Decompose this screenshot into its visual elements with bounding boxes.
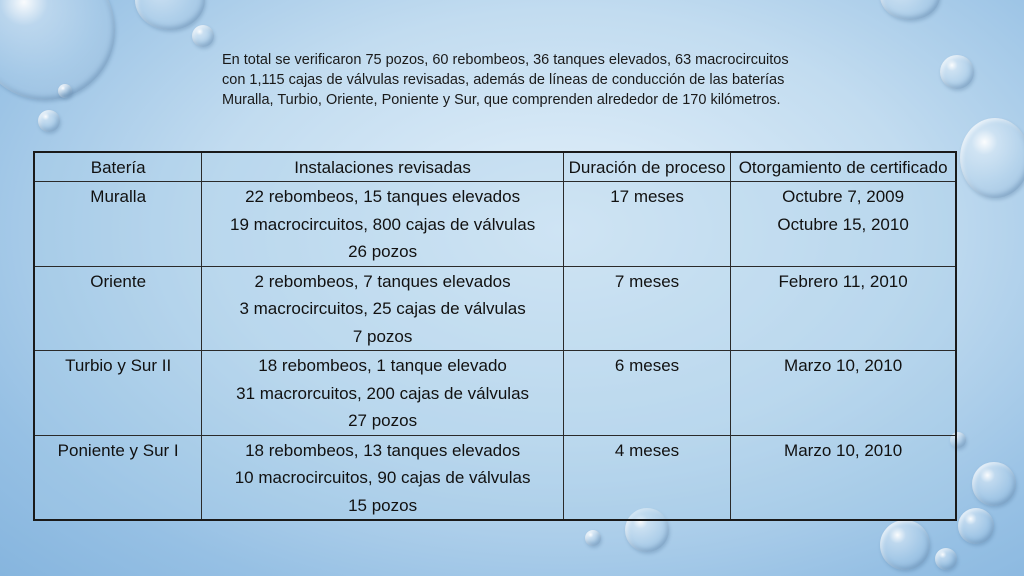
header-duracion: Duración de proceso <box>563 152 730 182</box>
header-instalaciones: Instalaciones revisadas <box>202 152 564 182</box>
certificado-line: Marzo 10, 2010 <box>784 356 903 375</box>
cell-bateria: Muralla <box>34 182 202 267</box>
intro-paragraph <box>222 50 922 110</box>
water-bubble <box>935 548 957 570</box>
cell-bateria: Oriente <box>34 266 202 351</box>
instalacion-line: 18 rebombeos, 13 tanques elevados <box>245 440 521 460</box>
intro-line: Muralla, Turbio, Oriente, Poniente y Sur, que comprenden alrededor de 170 kilómetros. <box>222 92 781 108</box>
instalacion-line: 27 pozos <box>348 411 418 430</box>
certificado-line: Octubre 15, 2010 <box>777 214 909 234</box>
instalacion-line: 15 pozos <box>348 495 418 515</box>
water-bubble <box>0 0 115 100</box>
cell-duracion: 4 meses <box>563 435 730 520</box>
cell-duracion: 6 meses <box>563 351 730 436</box>
instalacion-line: 2 rebombeos, 7 tanques elevados <box>254 271 511 291</box>
cell-certificado <box>731 266 956 351</box>
table-row <box>34 266 956 351</box>
instalacion-line: 18 rebombeos, 1 tanque elevado <box>258 356 507 375</box>
intro-line: En total se verificaron 75 pozos, 60 rebombeos, 36 tanques elevados, 63 macrocircuitos <box>222 52 789 68</box>
table-row <box>34 182 956 267</box>
cell-instalaciones <box>202 182 564 267</box>
water-bubble <box>38 110 60 132</box>
water-bubble <box>58 84 72 98</box>
water-bubble <box>960 118 1024 198</box>
table-row <box>34 435 956 520</box>
certification-table <box>33 151 957 521</box>
water-bubble <box>972 462 1016 506</box>
cell-duracion: 17 meses <box>563 182 730 267</box>
instalacion-line: 22 rebombeos, 15 tanques elevados <box>245 187 521 206</box>
water-bubble <box>880 520 930 570</box>
table-row <box>34 351 956 436</box>
instalacion-line: 7 pozos <box>352 326 413 346</box>
water-bubble <box>958 508 994 544</box>
instalacion-line: 26 pozos <box>348 242 418 261</box>
water-bubble <box>192 25 214 47</box>
certificado-line: Marzo 10, 2010 <box>784 440 903 460</box>
cell-instalaciones <box>202 266 564 351</box>
cell-certificado <box>731 182 956 267</box>
water-bubble <box>585 530 601 546</box>
water-bubble <box>880 0 940 20</box>
cell-bateria: Turbio y Sur II <box>34 351 202 436</box>
instalacion-line: 31 macrorcuitos, 200 cajas de válvulas <box>236 383 530 403</box>
header-certificado: Otorgamiento de certificado <box>731 152 956 182</box>
cell-instalaciones <box>202 435 564 520</box>
cell-duracion: 7 meses <box>563 266 730 351</box>
cell-certificado <box>731 351 956 436</box>
cell-certificado <box>731 435 956 520</box>
instalacion-line: 19 macrocircuitos, 800 cajas de válvulas <box>229 214 536 234</box>
water-bubble <box>940 55 974 89</box>
cell-instalaciones <box>202 351 564 436</box>
certificado-line: Octubre 7, 2009 <box>782 187 905 206</box>
header-bateria: Batería <box>34 152 202 182</box>
instalacion-line: 3 macrocircuitos, 25 cajas de válvulas <box>239 299 526 318</box>
table-header-row <box>34 152 956 182</box>
certificado-line: Febrero 11, 2010 <box>778 271 908 291</box>
instalacion-line: 10 macrocircuitos, 90 cajas de válvulas <box>234 468 531 487</box>
water-bubble <box>135 0 205 30</box>
intro-line: con 1,115 cajas de válvulas revisadas, además de líneas de conducción de las baterías <box>222 72 785 88</box>
cell-bateria: Poniente y Sur I <box>34 435 202 520</box>
